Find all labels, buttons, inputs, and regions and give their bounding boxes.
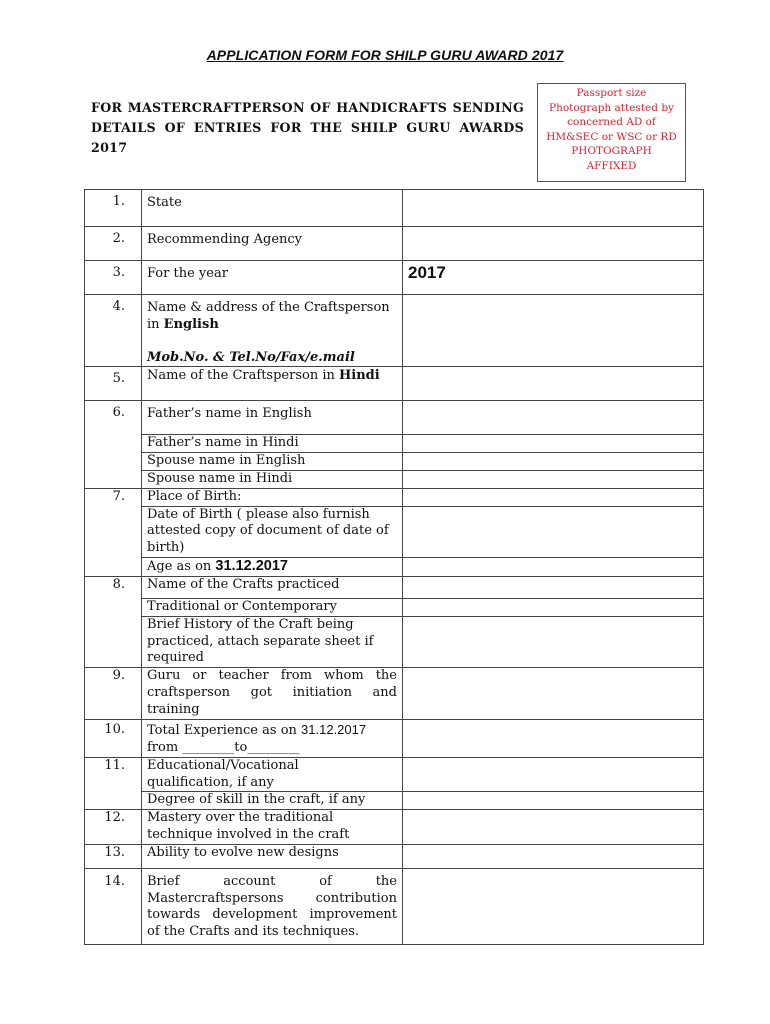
label-line bbox=[147, 317, 397, 334]
label-line: birth) bbox=[147, 540, 185, 556]
new-designs-input[interactable] bbox=[403, 844, 704, 868]
field-label bbox=[142, 868, 403, 944]
label-date: 31.12.2017 bbox=[301, 722, 367, 738]
photo-box bbox=[537, 83, 686, 182]
father-name-english-input[interactable] bbox=[403, 401, 704, 435]
table-row bbox=[85, 435, 704, 453]
year-value[interactable]: 2017 bbox=[403, 261, 704, 295]
label-line: Brief History of the Craft being bbox=[147, 616, 354, 632]
label-line: training bbox=[147, 701, 200, 717]
state-input[interactable] bbox=[403, 190, 704, 227]
table-row bbox=[85, 810, 704, 845]
table-row bbox=[85, 295, 704, 367]
field-label bbox=[142, 367, 403, 401]
table-row bbox=[85, 470, 704, 488]
label-line: towards development improvement bbox=[147, 907, 397, 923]
row-number: 1. bbox=[85, 190, 142, 227]
photo-note-3: concerned AD of bbox=[567, 116, 656, 128]
label-line: Mastercraftspersons contribution bbox=[147, 890, 397, 906]
intro-line-2: DETAILS OF ENTRIES FOR THE SHILP GURU AWARDS bbox=[91, 120, 524, 135]
label-line bbox=[147, 722, 397, 740]
label-line: Mob.No. & Tel.No/Fax/e.mail bbox=[147, 349, 355, 365]
photo-note-6: AFFIXED bbox=[586, 159, 637, 172]
label-line: practiced, attach separate sheet if bbox=[147, 633, 374, 649]
field-label: State bbox=[142, 190, 403, 227]
table-row bbox=[85, 668, 704, 720]
label-line: Mastery over the traditional bbox=[147, 810, 334, 826]
table-row bbox=[85, 598, 704, 616]
row-number: 13. bbox=[85, 844, 142, 868]
mastery-input[interactable] bbox=[403, 810, 704, 845]
table-row bbox=[85, 401, 704, 435]
qualification-input[interactable] bbox=[403, 757, 704, 792]
total-experience-input[interactable] bbox=[403, 720, 704, 758]
row-number: 5. bbox=[85, 367, 142, 401]
spouse-name-hindi-input[interactable] bbox=[403, 470, 704, 488]
application-form-table bbox=[84, 189, 704, 945]
table-row bbox=[85, 261, 704, 295]
field-label bbox=[142, 757, 403, 792]
intro-line-3: 2017 bbox=[91, 140, 128, 155]
label-line: of the Crafts and its techniques. bbox=[147, 924, 359, 940]
label-line: Name & address of the Craftsperson bbox=[147, 300, 390, 315]
table-row bbox=[85, 488, 704, 506]
field-label: Degree of skill in the craft, if any bbox=[142, 792, 403, 810]
row-number: 6. bbox=[85, 401, 142, 488]
label-line: from ________to________ bbox=[147, 739, 300, 755]
date-of-birth-input[interactable] bbox=[403, 506, 704, 557]
craft-history-input[interactable] bbox=[403, 616, 704, 667]
photo-note-2: Photograph attested by bbox=[549, 101, 674, 114]
table-row bbox=[85, 367, 704, 401]
field-label: Father’s name in English bbox=[142, 401, 403, 435]
row-number: 4. bbox=[85, 295, 142, 367]
label-text: Age as on bbox=[147, 558, 216, 574]
field-label bbox=[142, 668, 403, 720]
table-row bbox=[85, 576, 704, 598]
label-line: qualification, if any bbox=[147, 774, 274, 790]
recommending-agency-input[interactable] bbox=[403, 227, 704, 261]
field-label: Place of Birth: bbox=[142, 488, 403, 506]
label-line: craftsperson got initiation and bbox=[147, 684, 397, 700]
table-row bbox=[85, 792, 704, 810]
photo-note-1: Passport size bbox=[576, 87, 647, 99]
field-label bbox=[142, 720, 403, 758]
field-label: Recommending Agency bbox=[142, 227, 403, 261]
table-row bbox=[85, 453, 704, 471]
field-label bbox=[142, 295, 403, 367]
field-label bbox=[142, 506, 403, 557]
field-label: Traditional or Contemporary bbox=[142, 598, 403, 616]
table-row bbox=[85, 557, 704, 576]
photo-note-4: HM&SEC or WSC or RD bbox=[546, 130, 677, 143]
field-label bbox=[142, 616, 403, 667]
table-row bbox=[85, 190, 704, 227]
contribution-input[interactable] bbox=[403, 868, 704, 944]
table-row bbox=[85, 757, 704, 792]
label-line: required bbox=[147, 650, 204, 666]
degree-of-skill-input[interactable] bbox=[403, 792, 704, 810]
row-number: 7. bbox=[85, 488, 142, 576]
field-label: Name of the Crafts practiced bbox=[142, 576, 403, 598]
label-line: technique involved in the craft bbox=[147, 826, 350, 842]
field-label bbox=[142, 557, 403, 576]
father-name-hindi-input[interactable] bbox=[403, 435, 704, 453]
field-label bbox=[142, 810, 403, 845]
row-number: 8. bbox=[85, 576, 142, 667]
form-title: APPLICATION FORM FOR SHILP GURU AWARD 2017 bbox=[206, 47, 564, 63]
field-label: For the year bbox=[142, 261, 403, 295]
row-number: 10. bbox=[85, 720, 142, 758]
row-number: 3. bbox=[85, 261, 142, 295]
guru-input[interactable] bbox=[403, 668, 704, 720]
intro-text bbox=[91, 98, 524, 158]
label-line: attested copy of document of date of bbox=[147, 523, 389, 539]
table-row bbox=[85, 506, 704, 557]
spouse-name-english-input[interactable] bbox=[403, 453, 704, 471]
label-bold: 31.12.2017 bbox=[215, 557, 288, 574]
label-line: Brief account of the bbox=[147, 873, 397, 889]
name-hindi-input[interactable] bbox=[403, 367, 704, 401]
field-label: Ability to evolve new designs bbox=[142, 844, 403, 868]
label-line: Date of Birth ( please also furnish bbox=[147, 506, 370, 522]
crafts-practiced-input[interactable] bbox=[403, 576, 704, 598]
field-label: Spouse name in Hindi bbox=[142, 470, 403, 488]
label-text: Total Experience as on bbox=[147, 723, 302, 739]
table-row bbox=[85, 844, 704, 868]
label-text: Name of the Craftsperson in bbox=[147, 368, 339, 384]
field-label: Spouse name in English bbox=[142, 453, 403, 471]
photo-note-5: PHOTOGRAPH bbox=[571, 145, 652, 157]
label-bold: English bbox=[163, 316, 219, 332]
table-row bbox=[85, 720, 704, 758]
traditional-contemporary-input[interactable] bbox=[403, 598, 704, 616]
row-number: 11. bbox=[85, 757, 142, 809]
table-row bbox=[85, 616, 704, 667]
label-line: Guru or teacher from whom the bbox=[147, 668, 397, 684]
table-row bbox=[85, 868, 704, 944]
intro-line-1: FOR MASTERCRAFTPERSON OF HANDICRAFTS SENDING bbox=[91, 100, 524, 115]
label-bold: Hindi bbox=[339, 368, 380, 384]
name-address-input[interactable] bbox=[403, 295, 704, 367]
row-number: 12. bbox=[85, 810, 142, 845]
field-label: Father’s name in Hindi bbox=[142, 435, 403, 453]
label-line: Educational/Vocational bbox=[147, 757, 299, 773]
table-row bbox=[85, 227, 704, 261]
age-input[interactable] bbox=[403, 557, 704, 576]
row-number: 2. bbox=[85, 227, 142, 261]
label-text: in bbox=[147, 316, 164, 332]
row-number: 9. bbox=[85, 668, 142, 720]
row-number: 14. bbox=[85, 868, 142, 944]
place-of-birth-input[interactable] bbox=[403, 488, 704, 506]
